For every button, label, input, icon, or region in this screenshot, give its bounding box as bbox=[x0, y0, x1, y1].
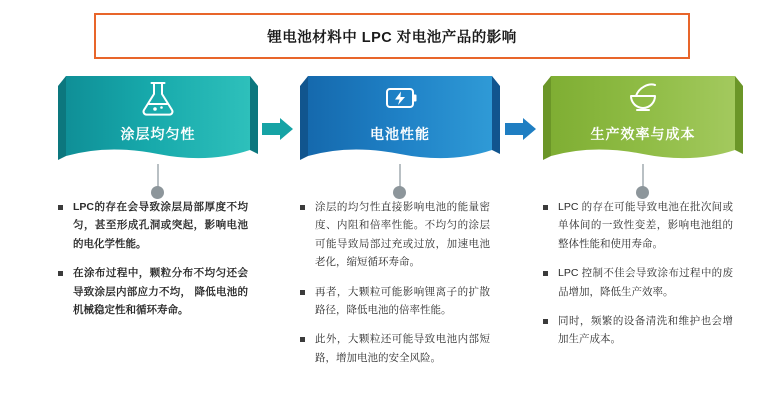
list-item bbox=[543, 312, 733, 349]
bullet-square-icon bbox=[543, 205, 548, 210]
bullet-square-icon bbox=[543, 271, 548, 276]
list-item bbox=[543, 264, 733, 301]
list-item-text: 在涂布过程中，颗粒分布不均匀还会导致涂层内部应力不均， 降低电池的机械稳定性和循环寿命。 bbox=[73, 267, 248, 316]
bullet-square-icon bbox=[300, 205, 305, 210]
column-production-efficiency-cost bbox=[543, 72, 743, 360]
column-coating-uniformity bbox=[58, 72, 258, 330]
connector-3 bbox=[543, 164, 743, 198]
banner-coating-uniformity bbox=[58, 72, 258, 164]
flask-icon bbox=[137, 79, 179, 117]
list-item bbox=[543, 198, 733, 253]
bullet-square-icon bbox=[58, 271, 63, 276]
list-item-text: LPC的存在会导致涂层局部厚度不均匀，甚至形成孔洞或突起，影响电池的电化学性能。 bbox=[73, 201, 248, 250]
list-item-text: LPC 控制不佳会导致涂布过程中的废品增加，降低生产效率。 bbox=[558, 267, 733, 298]
banner-production-efficiency-cost bbox=[543, 72, 743, 164]
bullet-square-icon bbox=[58, 205, 63, 210]
list-item bbox=[300, 283, 490, 320]
list-item bbox=[58, 198, 248, 253]
list-item bbox=[300, 198, 490, 272]
banner-battery-performance bbox=[300, 72, 500, 164]
list-item-text: 此外，大颗粒还可能导致电池内部短路，增加电池的安全风险。 bbox=[315, 333, 490, 364]
column-battery-performance bbox=[300, 72, 500, 378]
list-item bbox=[58, 264, 248, 319]
list-item-text: 涂层的均匀性直接影响电池的能量密度、内阻和倍率性能。不均匀的涂层可能导致局部过充或过放，加速电池老化，缩短循环寿命。 bbox=[315, 201, 490, 269]
bullet-square-icon bbox=[543, 319, 548, 324]
bullet-list-battery-performance bbox=[300, 198, 490, 367]
mortar-pestle-icon bbox=[622, 79, 664, 117]
bullet-list-production-efficiency-cost bbox=[543, 198, 733, 349]
arrow-2-icon bbox=[505, 118, 537, 140]
page-title-box bbox=[94, 13, 690, 59]
list-item-text: 同时，频繁的设备清洗和维护也会增加生产成本。 bbox=[558, 314, 733, 346]
arrow-1-icon bbox=[262, 118, 294, 140]
connector-2 bbox=[300, 164, 500, 198]
page-title: 锂电池材料中 LPC 对电池产品的影响 bbox=[267, 29, 517, 46]
battery-icon bbox=[379, 79, 421, 117]
banner-label-coating-uniformity: 涂层均匀性 bbox=[120, 126, 196, 142]
banner-label-production-efficiency-cost: 生产效率与成本 bbox=[590, 126, 696, 142]
list-item-text: LPC 的存在可能导致电池在批次间或单体间的一致性变差，影响电池组的整体性能和使用寿命。 bbox=[558, 201, 733, 250]
bullet-list-coating-uniformity bbox=[58, 198, 248, 319]
bullet-square-icon bbox=[300, 337, 305, 342]
list-item bbox=[300, 330, 490, 367]
connector-1 bbox=[58, 164, 258, 198]
bullet-square-icon bbox=[300, 290, 305, 295]
banner-label-battery-performance: 电池性能 bbox=[370, 126, 430, 142]
list-item-text: 再者，大颗粒可能影响锂离子的扩散路径，降低电池的倍率性能。 bbox=[315, 285, 490, 316]
